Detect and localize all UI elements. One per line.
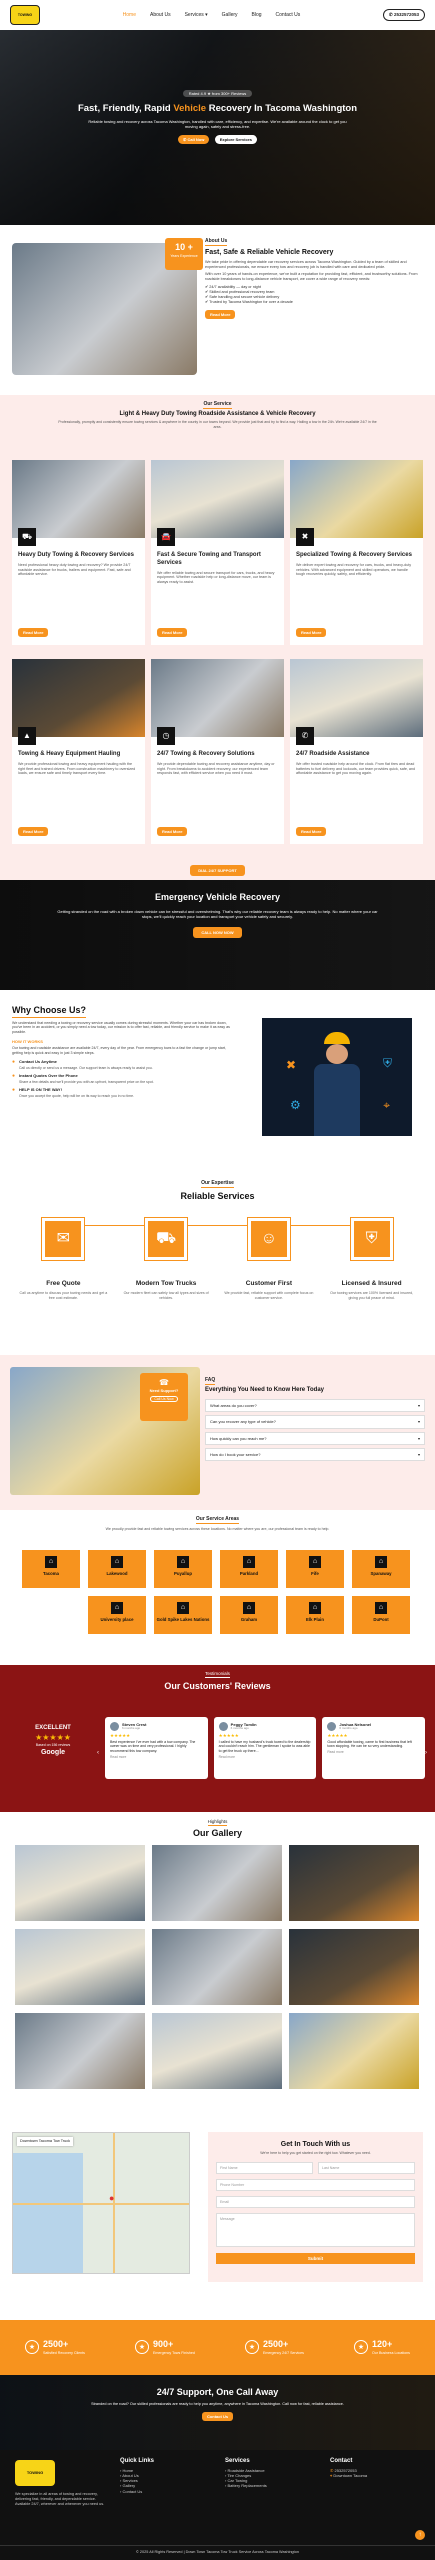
gallery-image[interactable]: [15, 2013, 145, 2089]
reviews-prev-arrow[interactable]: ‹: [97, 1750, 99, 1756]
nav-home[interactable]: Home: [122, 11, 136, 18]
area-name: Spanaway: [370, 1571, 392, 1576]
faq-item[interactable]: How quickly can you reach me? ▾: [205, 1432, 425, 1445]
service-card: [290, 659, 423, 844]
about-kicker: About Us: [205, 238, 228, 244]
rating-tag: Rated 4.9 ★ from 300+ Reviews: [183, 90, 253, 97]
location-pin-icon: ⌂: [243, 1556, 255, 1568]
message-field[interactable]: Message: [216, 2213, 415, 2247]
area-tile[interactable]: [154, 1550, 212, 1588]
expertise-kicker: Our Expertise: [201, 1180, 234, 1186]
expertise-title: Licensed & Insured: [341, 1280, 402, 1287]
area-tile[interactable]: [88, 1550, 146, 1588]
chevron-down-icon: ▾: [417, 1403, 420, 1409]
headset-icon: ☎: [159, 1378, 169, 1387]
area-tile[interactable]: [352, 1550, 410, 1588]
review-text: Best experience I've ever had with a tow company. The owner was on time and very professional. I highly recommend this tow company.: [110, 1739, 196, 1754]
stat-icon: ★: [245, 2340, 259, 2354]
emergency-title: Emergency Vehicle Recovery: [154, 892, 281, 902]
clock-icon: ◷: [157, 727, 175, 745]
contact-section: [0, 2120, 435, 2320]
stat-label: Our Business Locations: [371, 2351, 410, 2355]
expertise-item: [327, 1218, 417, 1301]
review-card: [322, 1717, 425, 1779]
hero: [0, 30, 435, 225]
footer-link[interactable]: › Car Towing: [225, 2478, 248, 2484]
location-pin-icon: ⌂: [243, 1602, 255, 1614]
stars-icon: ★★★★★: [327, 1733, 348, 1739]
support-text: Stranded on the road? Our skilled professionals are ready to help you anytime, anywhere in Tacoma Washington. Call now for fast, reliable assistance.: [91, 2401, 344, 2406]
area-name: University place: [100, 1617, 134, 1622]
faq-item[interactable]: Can you recover any type of vehicle? ▾: [205, 1415, 425, 1428]
stat-number: 2500+: [262, 2339, 289, 2350]
phone-icon: ✆: [330, 2467, 334, 2473]
about-title: Fast, Safe & Reliable Vehicle Recovery: [205, 248, 334, 256]
stat-label: Satisfied Recovery Clients: [43, 2351, 85, 2355]
stat-item: [245, 2339, 304, 2355]
footer-link[interactable]: › Contact Us: [120, 2488, 143, 2494]
stat-label: Emergency Tows Finished: [153, 2351, 195, 2355]
expertise-text: Our towing services are 100% licensed and insured, giving you full peace of mind.: [330, 1291, 414, 1301]
about-p1: We take pride in offering dependable car recovery services across Tacoma Washington. Guided by a team of skilled and experienced professionals, we ensure every tow and recovery job is handled with care and dedicated pride.: [205, 259, 407, 269]
stat-icon: ★: [354, 2340, 368, 2354]
phone-icon: ✆: [388, 12, 393, 18]
step-item: ● HELP IS ON THE WAY! Once you accept the quote, help will be on its way to reach you in no time.: [12, 1087, 134, 1098]
area-name: Gold Spike Lakes Nations: [156, 1617, 210, 1622]
service-image: [290, 659, 423, 737]
service-read-more-button[interactable]: Read More: [157, 827, 187, 836]
stat-icon: ★: [135, 2340, 149, 2354]
expertise-item: [224, 1218, 314, 1301]
chevron-down-icon: ▾: [205, 11, 208, 18]
review-card: [105, 1717, 208, 1779]
service-card: [12, 460, 145, 645]
stat-item: [354, 2339, 410, 2355]
gallery-title: Our Gallery: [192, 1827, 243, 1838]
reviews-section: [0, 1665, 435, 1812]
contact-form: [208, 2132, 423, 2282]
first-name-field[interactable]: First Name: [216, 2162, 313, 2174]
service-read-more-button[interactable]: Read More: [157, 628, 187, 637]
area-tile[interactable]: [220, 1596, 278, 1634]
location-pin-icon: ⌂: [309, 1602, 321, 1614]
expertise-text: Call us anytime to discuss your towing needs and get a free cost estimate.: [19, 1291, 108, 1301]
explore-services-button[interactable]: Explore Services: [215, 135, 257, 144]
nav-phone-button[interactable]: ✆ 2532572053: [383, 9, 425, 21]
car-icon: 🚘: [157, 528, 175, 546]
footer-link[interactable]: › Home: [120, 2467, 134, 2473]
service-text: We provide dependable towing and recovery assistance anytime, day or night. From breakdowns to accident recovery, our experienced team responds fast, with efficient service when you need it most.: [157, 761, 275, 776]
gallery-kicker: Highlights: [207, 1819, 228, 1824]
nav-about[interactable]: About Us: [150, 11, 171, 18]
emergency-section: [0, 880, 435, 990]
reviews-kicker: Testimonials: [205, 1671, 230, 1676]
stars-icon: ★★★★★: [110, 1733, 131, 1739]
shield-icon: ⛨: [351, 1218, 393, 1260]
faq-kicker: FAQ: [205, 1377, 216, 1383]
phone-icon: ✆: [182, 137, 187, 143]
gallery-image[interactable]: [152, 1929, 282, 2005]
read-more-link[interactable]: Read more: [218, 1754, 235, 1759]
map[interactable]: [12, 2132, 190, 2274]
expertise-title: Free Quote: [46, 1280, 81, 1287]
stat-number: 900+: [153, 2339, 174, 2350]
reviews-next-arrow[interactable]: ›: [425, 1750, 427, 1756]
service-image: [151, 460, 284, 538]
why-title: Why Choose Us?: [12, 1005, 86, 1018]
service-card: [12, 659, 145, 844]
chevron-down-icon: ▾: [417, 1451, 420, 1457]
call-us-button[interactable]: Call Us Now: [150, 1396, 177, 1403]
footer-link[interactable]: › Roadside Assistance: [225, 2467, 265, 2473]
support-section: [0, 2375, 435, 2450]
about-p2: With over 10 years of hands-on experience, we've built a reputation for providing fast, efficient, and trustworthy solutions. From roadside breakdowns to long-distance vehicle transport, we cover a wide range of recovery needs:: [205, 272, 418, 282]
service-title: Heavy Duty Towing & Recovery Services: [18, 552, 134, 558]
stat-item: [135, 2339, 195, 2355]
services-subtitle: Professionally, promptly and consistently ensure towing services & anywhere in the county in our towns beyond. We provide just that and try to find a way. Hailing a tow in the 24h. We're available 24/7 in the area.: [58, 420, 377, 429]
footer-logo[interactable]: TOWING: [15, 2460, 55, 2486]
service-text: Need professional heavy duty towing and recovery? We provide 24/7 roadside assistance for trucks, trailers and equipment. Fast, safe and affordable service.: [18, 562, 131, 577]
footer-link[interactable]: › Tire Changes: [225, 2472, 252, 2478]
review-date: 6 months ago: [230, 1726, 249, 1731]
service-title: Specialized Towing & Recovery Services: [296, 552, 412, 558]
service-read-more-button[interactable]: Read More: [296, 827, 326, 836]
footer-link[interactable]: › Services: [120, 2478, 138, 2484]
area-name: Graham: [240, 1617, 258, 1622]
call-now-button[interactable]: ✆ Call Now: [178, 135, 209, 144]
gallery-image[interactable]: [152, 2013, 282, 2089]
support-badge: ☎ Need Support? Call Us Now: [140, 1373, 188, 1421]
customer-icon: ☺: [248, 1218, 290, 1260]
footer-link[interactable]: › About Us: [120, 2472, 139, 2478]
nav-contact[interactable]: Contact Us: [275, 11, 301, 18]
area-tile[interactable]: [220, 1550, 278, 1588]
stat-icon: ★: [25, 2340, 39, 2354]
avatar: [327, 1722, 336, 1731]
service-areas-section: [0, 1510, 435, 1670]
emergency-call-button[interactable]: CALL NOW NOW: [193, 927, 241, 938]
hero-title: Fast, Friendly, Rapid Vehicle Recovery In Tacoma Washington: [77, 102, 358, 114]
about-bullet: ✔ Safe handling and secure vehicle delivery: [205, 295, 280, 300]
how-text: Our towing and roadside assistance are available 24/7, every day of the year. From emergency tows to a fast tire change or jump start, getting help is quick and easy in just 3 simple steps.: [12, 1045, 226, 1055]
mechanic-image: [262, 1018, 412, 1136]
avatar: [110, 1722, 119, 1731]
areas-kicker: Our Service Areas: [195, 1516, 240, 1522]
areas-subtitle: We proudly provide fast and reliable towing services across these locations. No matter where you are, our professional team is ready to help.: [105, 1526, 330, 1531]
read-more-link[interactable]: Read more: [327, 1750, 344, 1755]
step-item: ● Instant Quotes Over the Phone Share a few details and we'll provide you with an upfront, transparent price on the spot.: [12, 1073, 154, 1084]
area-name: Elk Plain: [306, 1617, 324, 1622]
service-text: We offer trusted roadside help around the clock. From flat tires and dead batteries to fuel delivery and lockouts, our team provides quick, safe, and affordable assistance to get you moving again.: [296, 761, 416, 776]
area-tile[interactable]: [286, 1550, 344, 1588]
tow-truck-icon: ⛟: [145, 1218, 187, 1260]
about-bullet: ✔ 24/7 availability — day or night: [205, 285, 261, 290]
reviewer-name: Joshua Nelsonel: [339, 1722, 372, 1727]
review-text: Good affordable towing, came to first business that left town stopping. He can be so very understanding.: [327, 1739, 412, 1749]
google-logo: Google: [40, 1748, 66, 1756]
emergency-text: Getting stranded on the road with a broken down vehicle can be stressful and overwhelming. That's why our reliable recovery team is always ready to help. No matter where your car stops, we'll quickly reach your location and transport your vehicle safely and securely.: [57, 908, 378, 919]
tools-icon: ✖: [296, 528, 314, 546]
expertise-title: Customer First: [245, 1280, 292, 1287]
quick-links-heading: Quick Links: [120, 2458, 155, 2464]
stat-number: 120+: [371, 2339, 393, 2350]
service-read-more-button[interactable]: Read More: [18, 827, 48, 836]
footer-about: We specialize in all areas of towing and recovery, delivering fast, friendly, and dependable service. Available 24/7, wherever and whenever you need us.: [15, 2492, 105, 2506]
step-item: ● Contact Us Anytime Call us directly or send us a message. Our support team is always ready to assist you.: [12, 1059, 153, 1070]
why-text: We understand that needing a towing or recovery service usually comes during stressful moments. Whether your car has broken down, you've been in an accident, or you simply need a tow today, our mission is to offer fast, reliable, and friendly service to make it as easy as possible.: [12, 1020, 230, 1035]
review-date: 6 months ago: [122, 1726, 141, 1731]
area-tile[interactable]: [352, 1596, 410, 1634]
area-name: Tacoma: [43, 1571, 59, 1576]
location-icon: ⌖: [330, 2472, 333, 2478]
stars-icon: ★★★★★: [35, 1732, 71, 1742]
service-card: [151, 460, 284, 645]
location-pin-icon: ⌂: [111, 1602, 123, 1614]
location-icon: ⌖: [383, 1098, 390, 1112]
service-image: [151, 659, 284, 737]
wrench-icon: ✖: [286, 1058, 297, 1072]
shield-check-icon: ⛨: [382, 1056, 392, 1070]
area-tile[interactable]: [286, 1596, 344, 1634]
nav-services[interactable]: Services ▾: [184, 11, 208, 18]
faq-item[interactable]: How do I book your service? ▾: [205, 1448, 425, 1461]
expertise-title: Modern Tow Trucks: [135, 1280, 197, 1287]
how-kicker: HOW IT WORKS: [12, 1038, 43, 1044]
gear-icon: ⚙: [290, 1098, 301, 1112]
google-rating: EXCELLENT ★★★★★ Based on 156 reviews Google: [18, 1725, 88, 1757]
contact-subtitle: We're here to help you get started on the right tow. Whatever you need.: [260, 2151, 371, 2156]
gallery-image[interactable]: [152, 1845, 282, 1921]
area-name: Parkland: [239, 1571, 259, 1576]
last-name-field[interactable]: Last Name: [318, 2162, 415, 2174]
expertise-section: [0, 1180, 435, 1350]
contact-title: Get In Touch With us: [280, 2141, 351, 2148]
site-logo[interactable]: TOWING: [10, 5, 40, 25]
stat-number: 2500+: [43, 2339, 69, 2350]
service-text: We deliver expert towing and recovery for cars, trucks, and heavy-duty vehicles. With advanced equipment and skilled operators, we handle tough recoveries quickly, safely, and efficiently.: [296, 562, 412, 577]
email-field[interactable]: Email: [216, 2196, 415, 2208]
about-section: [0, 228, 435, 388]
faq-section: [0, 1355, 435, 1510]
reviewer-name: Peggy Tumlin: [230, 1722, 257, 1727]
gallery-section: [0, 1815, 435, 2100]
location-pin-icon: ⌂: [375, 1602, 387, 1614]
copyright: © 2025 All Rights Reserved | Down Town Tacoma Tow Truck Service Across Tacoma Washington: [0, 2545, 435, 2555]
reviews-title: Our Customers' Reviews: [164, 1680, 271, 1691]
area-name: DuPont: [373, 1617, 389, 1622]
phone-icon: ✆: [296, 727, 314, 745]
footer-address: ⌖ Downtown Tacoma: [330, 2472, 368, 2478]
expertise-item: [121, 1218, 211, 1301]
hero-subtitle: Reliable towing and recovery across Tacoma Washington, handled with care, efficiency, and expertise. We're available around the clock to get you moving again, safely and stress-free.: [88, 118, 347, 130]
footer: [0, 2450, 435, 2560]
services-title: Light & Heavy Duty Towing Roadside Assistance & Vehicle Recovery: [119, 410, 316, 417]
area-name: Lakewood: [106, 1571, 128, 1576]
about-bullet: ✔ Skilled and professional recovery team: [205, 290, 275, 295]
contact-heading: Contact: [330, 2458, 353, 2464]
faq-title: Everything You Need to Know Here Today: [205, 1386, 325, 1393]
gallery-image[interactable]: [289, 1929, 419, 2005]
avatar: [219, 1722, 228, 1731]
service-image: [12, 659, 145, 737]
gallery-image[interactable]: [15, 1845, 145, 1921]
stats-bar: [0, 2320, 435, 2375]
nav-gallery[interactable]: Gallery: [221, 11, 238, 18]
map-title: Downtown Tacoma Tow Truck: [17, 2137, 73, 2146]
review-text: I called to have my husband's truck towed to the dealership and couldn't reach him. The gentleman I spoke to was able to get the truck up there...: [218, 1739, 311, 1754]
phone-field[interactable]: Phone Number: [216, 2179, 415, 2191]
location-pin-icon: ⌂: [45, 1556, 57, 1568]
gallery-image[interactable]: [289, 2013, 419, 2089]
service-title: Fast & Secure Towing and Transport Services: [157, 552, 261, 566]
service-read-more-button[interactable]: Read More: [18, 628, 48, 637]
service-title: 24/7 Roadside Assistance: [296, 751, 370, 757]
area-tile[interactable]: [154, 1596, 212, 1634]
location-pin-icon: ⌂: [375, 1556, 387, 1568]
submit-button[interactable]: Submit: [216, 2253, 415, 2264]
chevron-down-icon: ▾: [417, 1435, 420, 1441]
gallery-image[interactable]: [289, 1845, 419, 1921]
map-pin-icon: ●: [109, 2193, 115, 2203]
area-name: Fife: [311, 1571, 319, 1576]
reviewer-name: Steven Crest: [122, 1722, 147, 1727]
scroll-top-button[interactable]: ↑: [415, 2530, 425, 2540]
service-image: [12, 460, 145, 538]
gallery-image[interactable]: [15, 1929, 145, 2005]
service-title: Towing & Heavy Equipment Hauling: [18, 751, 121, 757]
why-section: [0, 1000, 435, 1175]
contact-us-button[interactable]: Contact Us: [202, 2412, 233, 2421]
truck-icon: ⛟: [18, 528, 36, 546]
expertise-item: [18, 1218, 108, 1301]
expertise-text: Our modern fleet can safely tow all types and sizes of vehicles.: [123, 1291, 209, 1301]
footer-link[interactable]: › Battery Replacements: [225, 2483, 267, 2489]
service-text: We provide professional towing and heavy equipment hauling with the right fleet and trained drivers. From construction machinery to oversized loads, we ensure safe and timely transport every time.: [18, 761, 136, 776]
services-section: [0, 395, 435, 900]
services-kicker: Our Service: [203, 401, 232, 407]
chevron-down-icon: ▾: [417, 1419, 420, 1425]
service-card: [290, 460, 423, 645]
nav-blog[interactable]: Blog: [251, 11, 262, 18]
about-bullet: ✔ Trusted by Tacoma Washington for over a decade: [205, 300, 293, 305]
experience-badge: 10 + Years Experience: [165, 238, 203, 270]
about-read-more-button[interactable]: Read More: [205, 310, 235, 319]
road-icon: ▲: [18, 727, 36, 745]
stars-icon: ★★★★★: [218, 1733, 239, 1739]
service-title: 24/7 Towing & Recovery Solutions: [157, 751, 255, 757]
expertise-text: We provide fast, reliable support with complete focus on customer service.: [224, 1291, 314, 1301]
top-nav: [0, 0, 435, 30]
service-image: [290, 460, 423, 538]
review-date: 6 months ago: [339, 1726, 358, 1731]
area-tile[interactable]: [22, 1550, 80, 1588]
footer-phone[interactable]: ✆ 2532572053: [330, 2467, 357, 2473]
faq-item[interactable]: What areas do you cover? ▾: [205, 1399, 425, 1412]
footer-link[interactable]: › Gallery: [120, 2483, 136, 2489]
service-text: We offer reliable towing and secure transport for cars, trucks, and heavy equipment. Whether roadside help or long-distance move, our team is always ready to assist.: [157, 570, 275, 585]
review-card: [214, 1717, 317, 1779]
quote-icon: ✉: [42, 1218, 84, 1260]
read-more-link[interactable]: Read more: [110, 1754, 127, 1759]
area-tile[interactable]: [88, 1596, 146, 1634]
dial-support-button[interactable]: DIAL 24/7 SUPPORT: [190, 865, 245, 876]
location-pin-icon: ⌂: [177, 1602, 189, 1614]
location-pin-icon: ⌂: [309, 1556, 321, 1568]
area-name: Puyallup: [174, 1571, 192, 1576]
service-read-more-button[interactable]: Read More: [296, 628, 326, 637]
stat-item: [25, 2339, 85, 2355]
expertise-title: Reliable Services: [180, 1190, 255, 1201]
service-card: [151, 659, 284, 844]
support-title: 24/7 Support, One Call Away: [156, 2387, 279, 2397]
services-heading: Services: [225, 2458, 250, 2464]
location-pin-icon: ⌂: [111, 1556, 123, 1568]
stat-label: Emergency 24/7 Services: [262, 2351, 304, 2355]
location-pin-icon: ⌂: [177, 1556, 189, 1568]
